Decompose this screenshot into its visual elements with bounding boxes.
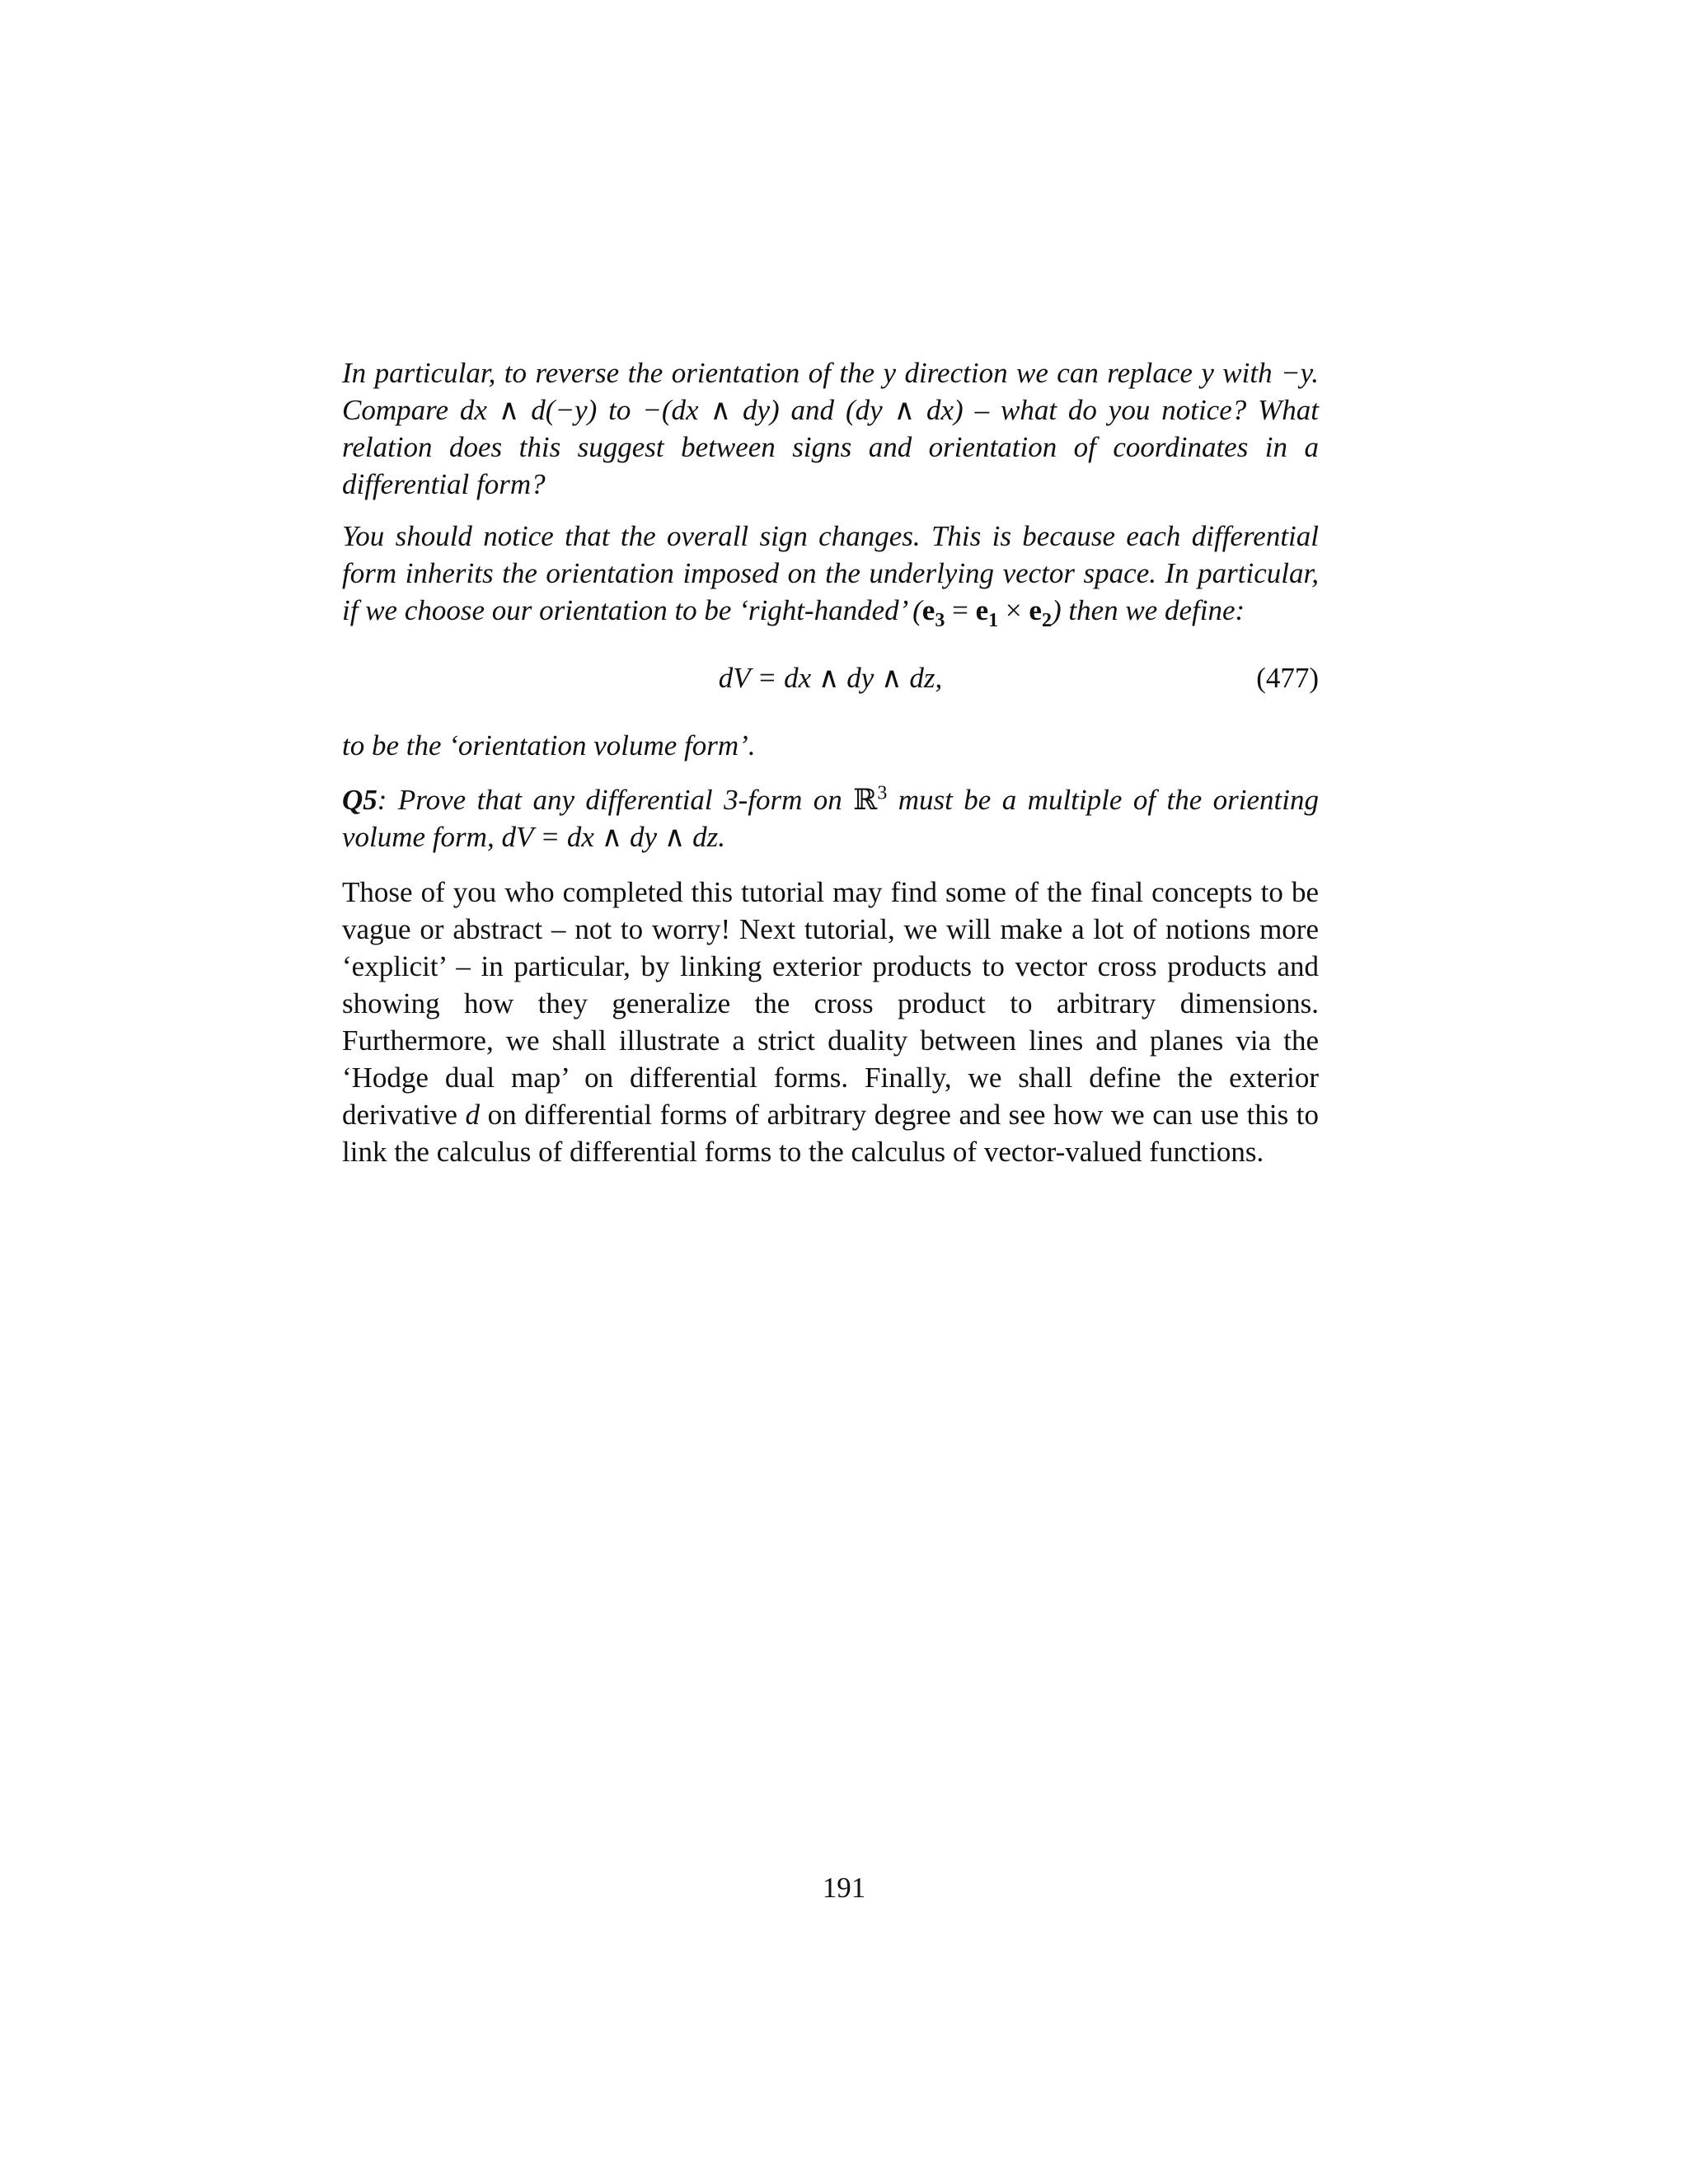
paragraph-closing-remarks — [342, 874, 1319, 1170]
math-e3: $e_3$ — [921, 594, 945, 631]
p4-text-2: must be a multiple of the orienting volume form, — [342, 784, 1319, 853]
p4-text-3: . — [718, 821, 725, 853]
p5-text-1: Those of you who completed this tutorial may find some of the final concepts to be vague or abstract – not to worry! Next tutorial, we will make a lot of notions more ‘explicit’ – in particular, by linking exterior products to vector cross products and showing how they generalize the cross product to arbitrary dimensions. Furthermore, we shall illustrate a strict duality between lines and planes via the ‘Hodge dual map’ on differential forms. Finally, we shall define the exterior derivative — [342, 876, 1319, 1131]
math-equals: = — [945, 594, 976, 626]
p1-text-5: to — [597, 394, 643, 426]
math-expr-3: (dy ∧ dx) — [845, 394, 964, 426]
math-R3: ℝ$^3$ — [853, 782, 888, 816]
math-y: y — [1201, 357, 1214, 389]
math-d: d — [465, 1099, 481, 1131]
p2-text-2: ) then we define: — [1051, 594, 1245, 626]
question-label: Q5 — [342, 784, 377, 816]
math-expr-2: −(dx ∧ dy) — [642, 394, 780, 426]
display-equation — [342, 659, 1319, 701]
question-q5 — [342, 781, 1319, 855]
p1-text-2: direction we can replace — [896, 357, 1202, 389]
math-times: × — [998, 594, 1029, 626]
p1-text-3: with — [1213, 357, 1282, 389]
paragraph-orientation-answer — [342, 518, 1319, 629]
p1-text-7: – what do you notice? What relation does this suggest between signs and orientation of coordinates in a differential form? — [342, 394, 1320, 500]
math-y: y — [883, 357, 897, 389]
math-neg-y: −y — [1281, 357, 1312, 389]
page-number: 191 — [822, 1872, 866, 1904]
p1-text-4: . Compare — [342, 357, 1319, 426]
p3-text: to be the ‘orientation volume form’. — [342, 729, 756, 762]
p2-text-1: You should notice that the overall sign changes. This is because each differential form inherits the orientation imposed on the underlying vector space. In particular, if we choose our orientation to be ‘right-handed’ ( — [342, 520, 1319, 626]
math-volume-form: dV = dx ∧ dy ∧ dz — [501, 821, 719, 853]
math-e2: $e_2$ — [1029, 594, 1052, 631]
math-expr-1: dx ∧ d(−y) — [459, 394, 598, 426]
equation-number: (477) — [1256, 662, 1319, 694]
p1-text-1: In particular, to reverse the orientation of the — [342, 357, 884, 389]
paragraph-volume-form — [342, 727, 1319, 764]
p4-text-1: : Prove that any differential 3-form on — [377, 784, 854, 816]
equation-body: dV = dx ∧ dy ∧ dz, — [718, 662, 943, 694]
p5-text-2: on differential forms of arbitrary degree and see how we can use this to link the calculus of differential forms to the calculus of vector-valued functions. — [342, 1099, 1320, 1168]
math-e1: $e_1$ — [975, 594, 999, 631]
p1-text-6: and — [779, 394, 846, 426]
paragraph-orientation-question — [342, 354, 1319, 503]
